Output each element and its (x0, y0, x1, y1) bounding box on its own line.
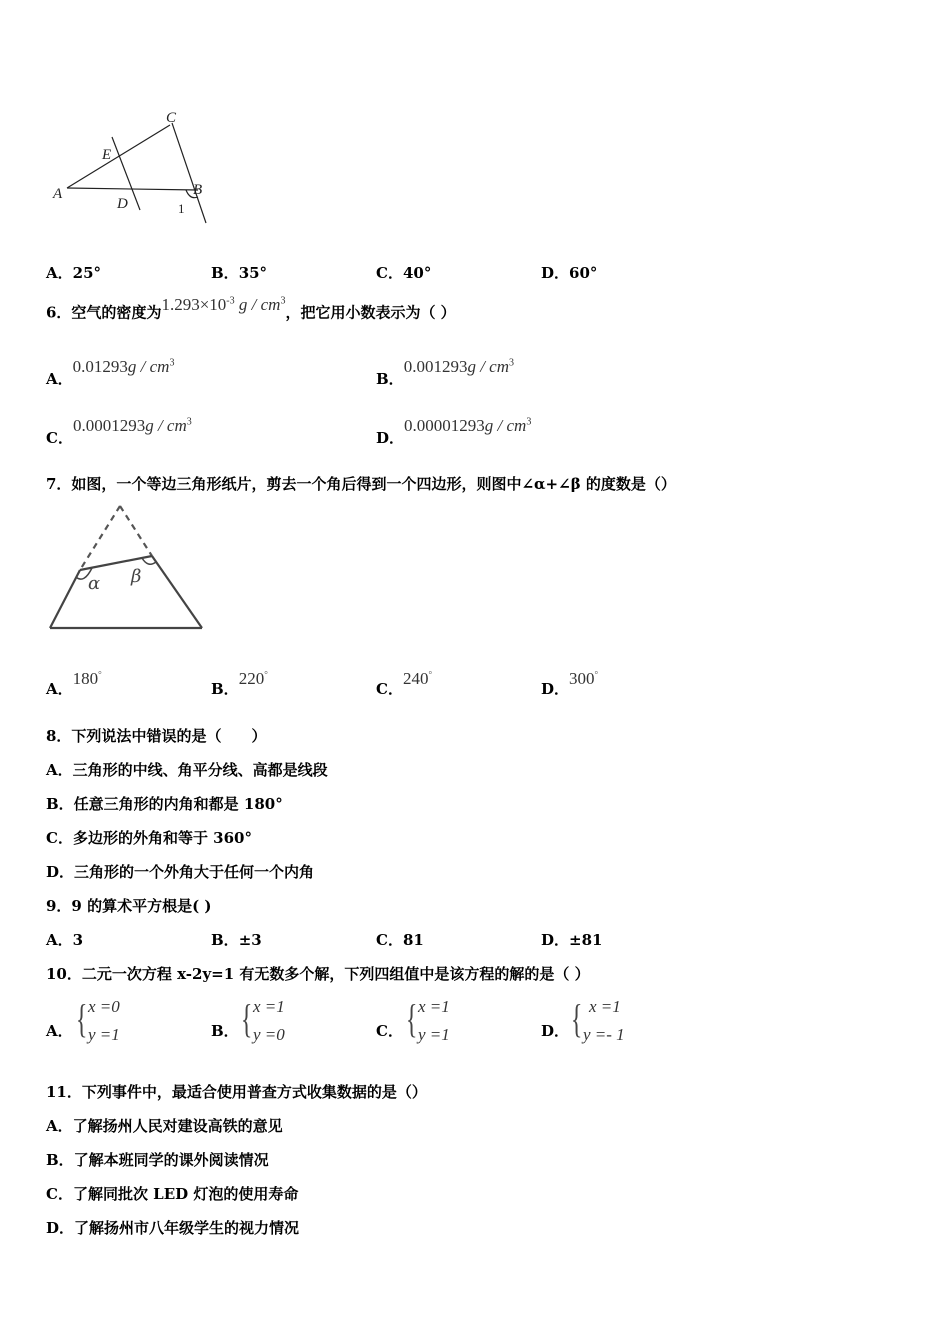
option-value (73, 357, 175, 376)
value-exp: 3 (526, 416, 532, 428)
option-value (239, 669, 268, 688)
brace-icon: { (75, 996, 88, 1041)
degree-mark: ° (264, 669, 268, 680)
value-exp: 3 (508, 357, 514, 369)
cut-corner-right-edge (120, 506, 152, 556)
value-exp: 3 (186, 416, 192, 428)
system-line-1: x =1 (418, 997, 450, 1016)
q10-option-b[interactable] (211, 995, 361, 1051)
q6-stem (46, 294, 456, 325)
option-letter: D． (376, 429, 405, 447)
q7-option-a[interactable] (46, 668, 102, 698)
degree-mark: ° (98, 669, 102, 680)
q6-option-d[interactable] (376, 415, 532, 447)
label-alpha: α (88, 573, 101, 594)
q5-option-a[interactable] (46, 262, 101, 283)
option-letter: D． (541, 1022, 570, 1040)
q7-option-c[interactable] (376, 668, 433, 698)
q9-option-a[interactable] (46, 929, 83, 950)
q7-figure (44, 500, 209, 635)
brace-icon: { (570, 996, 583, 1041)
q10-stem: 10．二元一次方程 x-2y=1 有无数多个解，下列四组值中是该方程的解的是（ ） (46, 965, 590, 983)
density-base: 1.293×10 (161, 294, 227, 314)
q8-option-d[interactable]: D．三角形的一个外角大于任何一个内角 (46, 863, 315, 881)
q11-stem: 11．下列事件中，最适合使用普查方式收集数据的是（） (46, 1083, 427, 1101)
q8-option-c[interactable]: C．多边形的外角和等于 360° (46, 829, 252, 847)
value-num: 0.00001293 (404, 416, 485, 435)
option-letter: C． (46, 429, 73, 447)
label-b: B (193, 182, 203, 198)
system-line-2: y =1 (418, 1025, 450, 1044)
q11-option-b[interactable]: B．了解本班同学的课外阅读情况 (46, 1151, 269, 1169)
q6-suffix: ，把它用小数表示为（ ） (285, 303, 456, 322)
degree-mark: ° (594, 669, 599, 680)
option-letter: B． (211, 931, 239, 949)
label-e: E (102, 147, 112, 163)
option-letter: A． (46, 1022, 73, 1040)
value-num: 180 (72, 669, 99, 688)
option-letter: C． (376, 931, 403, 949)
option-letter: B． (211, 1022, 239, 1040)
q10-option-d[interactable] (541, 995, 691, 1051)
option-letter: A． (46, 931, 73, 949)
option-letter: B． (376, 370, 404, 388)
option-text: ±81 (569, 931, 603, 949)
degree-mark: ° (428, 669, 433, 680)
quad-right-edge (152, 556, 202, 628)
option-letter: B． (211, 680, 239, 698)
option-value (73, 669, 102, 688)
option-text: 60° (569, 264, 598, 282)
q7-option-b[interactable] (211, 668, 268, 698)
system-line-1: x =1 (253, 997, 285, 1016)
option-text: ±3 (238, 931, 262, 949)
q5-figure (50, 105, 220, 230)
density-exp: -3 (226, 295, 235, 306)
q8-stem: 8．下列说法中错误的是（ ） (46, 727, 267, 745)
option-letter: D． (541, 264, 570, 282)
q5-option-d[interactable] (541, 262, 597, 283)
label-angle-1: 1 (178, 201, 185, 216)
q7-stem: 7．如图，一个等边三角形纸片，剪去一个角后得到一个四边形，则图中∠α+∠β 的度数是（） (46, 475, 676, 493)
q11-option-d[interactable]: D．了解扬州市八年级学生的视力情况 (46, 1219, 300, 1237)
value-unit: g / cm (467, 357, 509, 376)
q9-stem: 9．9 的算术平方根是( ) (46, 897, 212, 915)
cut-corner-left-edge (80, 506, 120, 570)
option-text: 25° (72, 264, 102, 282)
q6-prefix: 6．空气的密度为 (46, 303, 162, 322)
option-text: 40° (402, 264, 432, 282)
value-num: 240 (402, 669, 429, 688)
q9-option-c[interactable] (376, 929, 424, 950)
label-c: C (166, 110, 177, 126)
option-letter: C． (376, 680, 403, 698)
option-text: 81 (402, 931, 424, 949)
option-letter: A． (46, 370, 73, 388)
value-unit: g / cm (145, 416, 187, 435)
q6-density (161, 295, 285, 314)
system-line-2: y =1 (88, 1025, 120, 1044)
value-unit: g / cm (484, 416, 527, 435)
q6-option-c[interactable] (46, 415, 192, 447)
brace-icon: { (240, 996, 253, 1041)
value-num: 0.0001293 (72, 416, 146, 435)
q5-option-c[interactable] (376, 262, 431, 283)
value-num: 0.01293 (72, 357, 128, 376)
system-line-2: y =0 (253, 1025, 285, 1044)
label-d: D (117, 196, 128, 212)
q8-option-b[interactable]: B．任意三角形的内角和都是 180° (46, 795, 283, 813)
quad-left-edge (50, 570, 80, 628)
label-a: A (53, 186, 63, 202)
q9-option-b[interactable] (211, 929, 262, 950)
system-line-2: y =- 1 (583, 1025, 625, 1044)
system-line-1: x =1 (589, 997, 621, 1016)
q11-option-a[interactable]: A．了解扬州人民对建设高铁的意见 (46, 1117, 283, 1135)
brace-icon: { (405, 996, 418, 1041)
option-text: 35° (238, 264, 268, 282)
q10-option-a[interactable] (46, 995, 196, 1051)
q6-option-b[interactable] (376, 356, 514, 388)
value-unit: g / cm (127, 357, 170, 376)
option-letter: A． (46, 264, 73, 282)
option-value (569, 669, 598, 688)
option-letter: A． (46, 680, 73, 698)
q6-option-a[interactable] (46, 356, 175, 388)
value-num: 220 (238, 669, 265, 688)
option-letter: D． (541, 931, 570, 949)
density-unit-exp: 3 (280, 295, 286, 306)
q8-option-a[interactable]: A．三角形的中线、角平分线、高都是线段 (46, 761, 328, 779)
system-line-1: x =0 (88, 997, 120, 1016)
q11-option-c[interactable]: C．了解同批次 LED 灯泡的使用寿命 (46, 1185, 299, 1203)
q5-option-b[interactable] (211, 262, 267, 283)
value-num: 0.001293 (403, 357, 468, 376)
option-text: 3 (72, 931, 84, 949)
option-value (404, 357, 514, 376)
option-letter: B． (211, 264, 239, 282)
q10-option-c[interactable] (376, 995, 526, 1051)
option-letter: D． (541, 680, 570, 698)
option-letter: C． (376, 264, 403, 282)
q7-option-d[interactable] (541, 668, 599, 698)
density-unit: g / cm (238, 294, 281, 314)
option-value (404, 416, 531, 435)
option-value (403, 669, 432, 688)
value-num: 300 (569, 669, 595, 688)
label-beta: β (131, 566, 142, 587)
line-ac (67, 125, 170, 188)
q9-option-d[interactable] (541, 929, 602, 950)
option-value (73, 416, 192, 435)
value-exp: 3 (169, 357, 175, 369)
option-letter: C． (376, 1022, 403, 1040)
